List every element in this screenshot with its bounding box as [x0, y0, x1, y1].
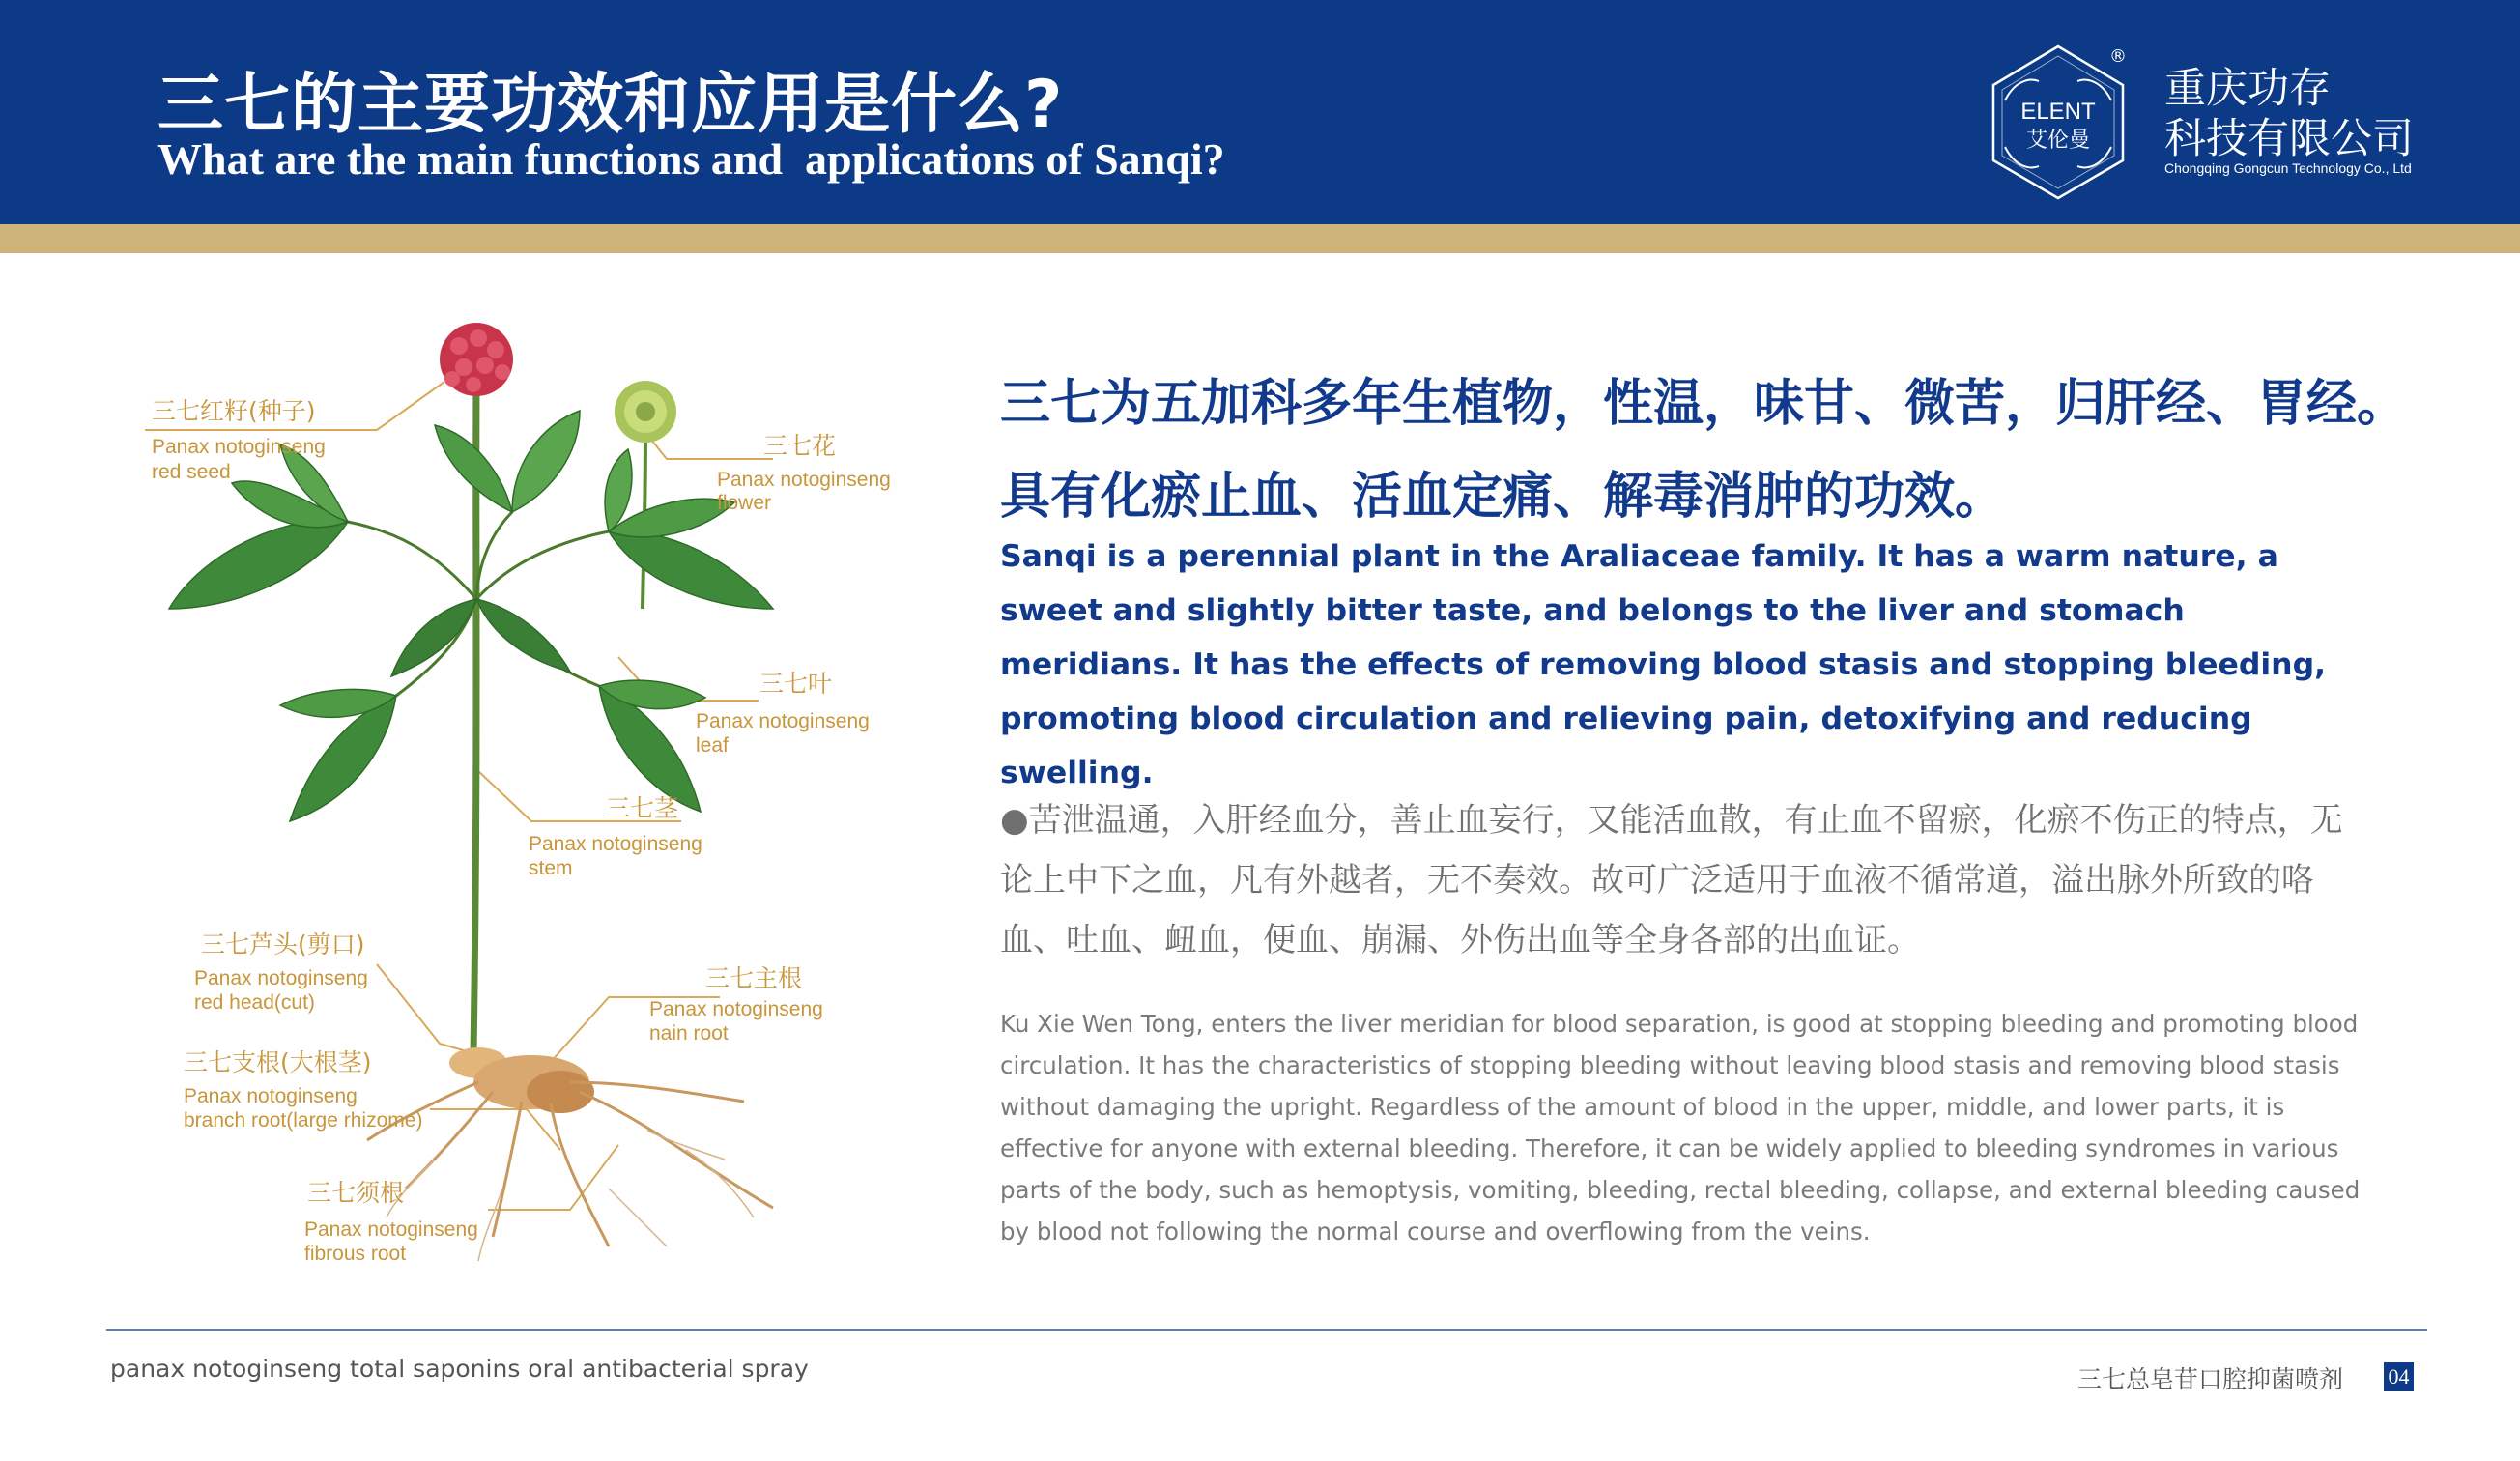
registered-mark: ® — [2109, 46, 2127, 67]
footer-divider — [106, 1329, 2427, 1331]
logo-text-top: ELENT — [2020, 99, 2096, 125]
label-branch-root-en1: Panax notoginseng — [184, 1085, 358, 1107]
footer-product-en: panax notoginseng total saponins oral antibacterial spray — [110, 1355, 809, 1383]
page-subtitle: What are the main functions and applications of Sanqi? — [158, 134, 1225, 184]
label-fibrous-root-en1: Panax notoginseng — [304, 1218, 478, 1241]
label-fibrous-root-cn: 三七须根 — [307, 1179, 405, 1207]
header-gold-band — [0, 224, 2520, 253]
page-title: 三七的主要功效和应用是什么? — [158, 67, 1064, 143]
label-flower-en1: Panax notoginseng — [717, 469, 891, 491]
body-paragraph-en: Ku Xie Wen Tong, enters the liver meridian for blood separation, is good at stopping bleeding and promoting blood circulation. It has the characteristics of stopping bleeding without leaving blood stasis and removing blood stasis without damaging the upright. Regardless of the amount of blood in the upper, middle, and lower parts, it is effective for anyone with external bleeding. Therefore, it can be widely applied to bleeding syndromes in various parts of the body, such as hemoptysis, vomiting, bleeding, rectal bleeding, collapse, and external bleeding caused by blood not following the normal course and overflowing from the veins. — [1000, 1010, 2361, 1246]
label-red-head-en1: Panax notoginseng — [194, 967, 368, 989]
label-main-root-en1: Panax notoginseng — [649, 998, 823, 1020]
footer-product-cn: 三七总皂苷口腔抑菌喷剂 — [2077, 1365, 2344, 1393]
company-name-cn-line1: 重庆功存 — [2164, 65, 2331, 113]
label-main-root-cn: 三七主根 — [705, 964, 803, 992]
company-name-cn-line2: 科技有限公司 — [2164, 115, 2414, 163]
label-main-root-en2: nain root — [649, 1022, 729, 1045]
label-red-seed-en1: Panax notoginseng — [152, 436, 326, 458]
label-leaf-en1: Panax notoginseng — [696, 710, 870, 732]
company-name-en: Chongqing Gongcun Technology Co., Ltd — [2164, 160, 2412, 176]
lead-paragraph-en: Sanqi is a perennial plant in the Araliaceae family. It has a warm nature, a sweet and slightly bitter taste, and belongs to the liver and stomach meridians. It has the effects of removing blood stasis and stopping bleeding, promoting blood circulation and relieving pain, detoxifying and reducing swelling. — [1000, 539, 2327, 790]
red-seed-cluster — [440, 323, 513, 396]
label-stem-en1: Panax notoginseng — [529, 833, 702, 855]
label-red-head-cn: 三七芦头(剪口) — [201, 931, 365, 959]
label-stem-cn: 三七茎 — [606, 794, 679, 822]
label-red-seed-cn: 三七红籽(种子) — [152, 397, 316, 425]
lead-paragraph-cn: 三七为五加科多年生植物，性温，味甘、微苦，归肝经、胃经。具有化瘀止血、活血定痛、解毒消肿的功效。 — [1000, 375, 2408, 526]
body-paragraph-cn: ●苦泄温通，入肝经血分，善止血妄行，又能活血散，有止血不留瘀，化瘀不伤正的特点，无论上中下之血，凡有外越者，无不奏效。故可广泛适用于血液不循常道，溢出脉外所致的咯血、吐血、衄血，便血、崩漏、外伤出血等全身各部的出血证。 — [1000, 801, 2343, 960]
label-flower-cn: 三七花 — [763, 432, 837, 460]
label-stem-en2: stem — [529, 857, 573, 879]
label-red-head-en2: red head(cut) — [194, 991, 315, 1014]
flower-head — [615, 381, 676, 443]
label-leaf-en2: leaf — [696, 734, 729, 757]
label-flower-en2: flower — [717, 492, 772, 514]
page-number-badge: 04 — [2384, 1362, 2414, 1391]
label-fibrous-root-en2: fibrous root — [304, 1243, 407, 1265]
label-branch-root-en2: branch root(large rhizome) — [184, 1109, 423, 1132]
logo-text-bottom: 艾伦曼 — [2025, 129, 2091, 153]
label-leaf-cn: 三七叶 — [759, 670, 833, 698]
label-red-seed-en2: red seed — [152, 461, 231, 483]
label-branch-root-cn: 三七支根(大根茎) — [184, 1048, 372, 1076]
